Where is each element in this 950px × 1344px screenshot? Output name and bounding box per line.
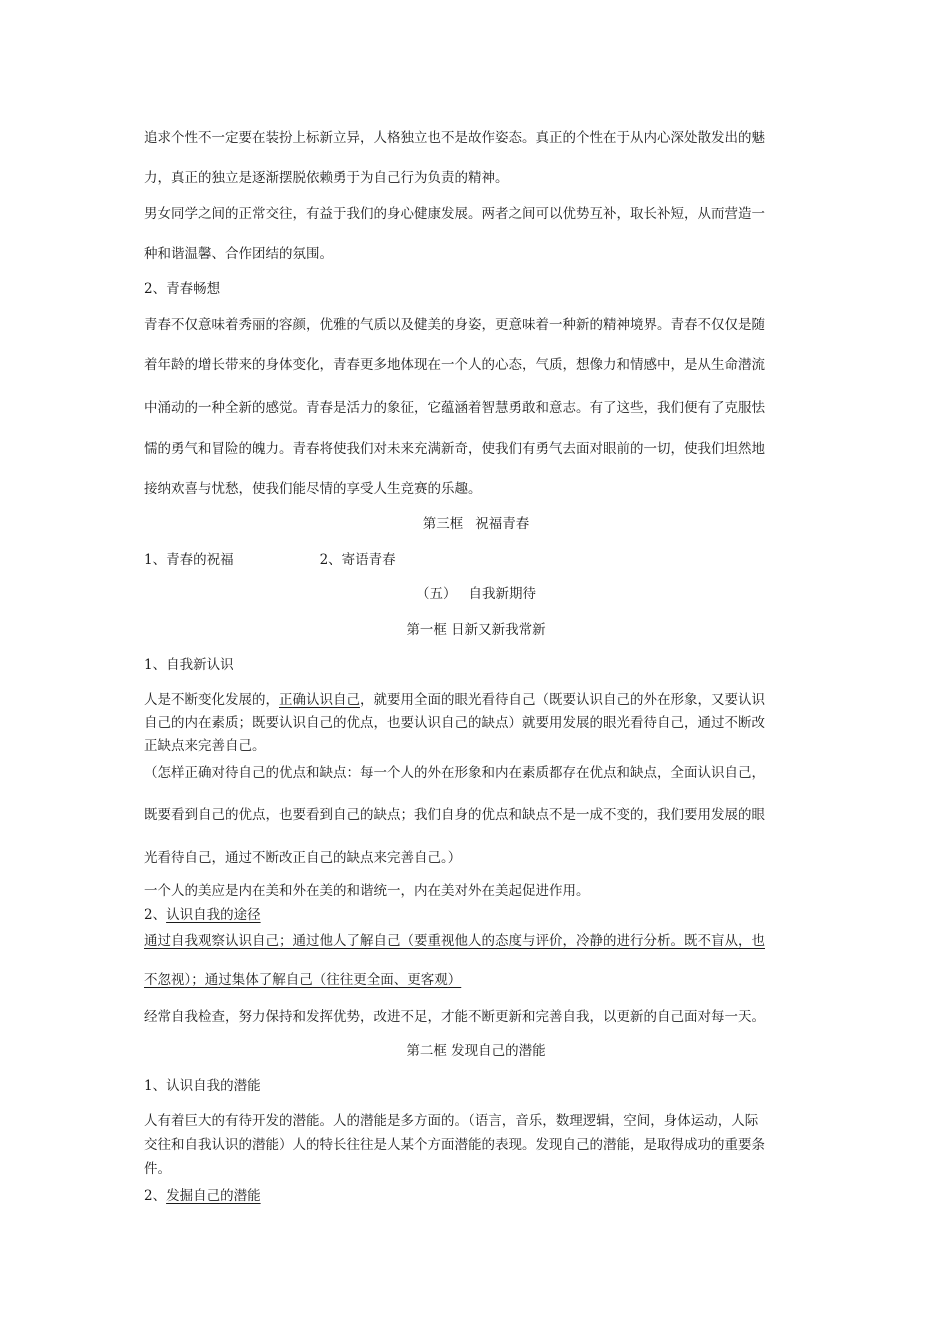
underlined-text: 正确认识自己 xyxy=(279,692,360,708)
paragraph-line: 既要看到自己的优点，也要看到自己的缺点；我们自身的优点和缺点不是一成不变的，我们要用发展的眼 xyxy=(144,807,765,823)
paragraph-line: 男女同学之间的正常交往，有益于我们的身心健康发展。两者之间可以优势互补，取长补短，从而营造一 xyxy=(144,206,765,222)
paragraph-line: 青春不仅意味着秀丽的容颜，优雅的气质以及健美的身姿，更意味着一种新的精神境界。青春不仅仅是随 xyxy=(144,317,765,333)
paragraph-line: 正缺点来完善自己。 xyxy=(144,738,266,754)
frame-title: 第一框 日新又新我常新 xyxy=(406,622,546,638)
paragraph-line: 懦的勇气和冒险的魄力。青春将使我们对未来充满新奇，使我们有勇气去面对眼前的一切，使我们坦然地 xyxy=(144,441,765,457)
two-column-line xyxy=(144,551,808,569)
frame-title: 第三框 祝福青春 xyxy=(422,516,530,532)
paragraph-line: 人是不断变化发展的，正确认识自己，就要用全面的眼光看待自己（既要认识自己的外在形象，又要认识 xyxy=(144,692,765,708)
underlined-text: 认识自我的途径 xyxy=(166,907,261,923)
underlined-paragraph-line: 不忽视）；通过集体了解自己（往往更全面、更客观） xyxy=(144,972,462,988)
section-heading: 2、青春畅想 xyxy=(144,281,221,297)
paragraph-line: 交往和自我认识的潜能）人的特长往往是人某个方面潜能的表现。发现自己的潜能，是取得成功的重要条 xyxy=(144,1137,765,1153)
paragraph-line: 种和谐温馨、合作团结的氛围。 xyxy=(144,246,333,262)
paragraph-line: 经常自我检查，努力保持和发挥优势，改进不足，才能不断更新和完善自我，以更新的自己面对每一天。 xyxy=(144,1009,765,1025)
section-heading: 2、发掘自己的潜能 xyxy=(144,1188,261,1204)
paragraph-line: 中涌动的一种全新的感觉。青春是活力的象征，它蕴涵着智慧勇敢和意志。有了这些，我们便有了克服怯 xyxy=(144,400,765,416)
paragraph-line: 接纳欢喜与忧愁，使我们能尽情的享受人生竞赛的乐趣。 xyxy=(144,481,482,497)
section-heading: 2、认识自我的途径 xyxy=(144,907,261,923)
section-heading: 1、自我新认识 xyxy=(144,657,234,673)
paragraph-line: 力，真正的独立是逐渐摆脱依赖勇于为自己行为负责的精神。 xyxy=(144,170,509,186)
paragraph-line: 人有着巨大的有待开发的潜能。人的潜能是多方面的。（语言，音乐，数理逻辑，空间，身体运动，人际 xyxy=(144,1113,759,1129)
section-heading: 1、认识自我的潜能 xyxy=(144,1078,261,1094)
list-item: 1、青春的祝福 xyxy=(144,552,234,568)
underlined-text: 发掘自己的潜能 xyxy=(166,1188,261,1204)
paragraph-line: 着年龄的增长带来的身体变化，青春更多地体现在一个人的心态，气质，想像力和情感中，是从生命潜流 xyxy=(144,357,765,373)
list-item: 2、寄语青春 xyxy=(319,552,396,568)
paragraph-line: 件。 xyxy=(144,1161,171,1177)
paragraph-line: 一个人的美应是内在美和外在美的和谐统一，内在美对外在美起促进作用。 xyxy=(144,883,590,899)
paragraph-line: 追求个性不一定要在装扮上标新立异，人格独立也不是故作姿态。真正的个性在于从内心深处散发出的魅 xyxy=(144,130,765,146)
frame-title: 第二框 发现自己的潜能 xyxy=(406,1043,546,1059)
paragraph-line: （怎样正确对待自己的优点和缺点：每一个人的外在形象和内在素质都存在优点和缺点，全面认识自己， xyxy=(144,765,765,781)
unit-title: （五） 自我新期待 xyxy=(416,586,536,602)
paragraph-line: 自己的内在素质；既要认识自己的优点，也要认识自己的缺点）就要用发展的眼光看待自己，通过不断改 xyxy=(144,715,765,731)
underlined-paragraph-line: 通过自我观察认识自己；通过他人了解自己（要重视他人的态度与评价，冷静的进行分析。既不盲从，也 xyxy=(144,933,765,949)
paragraph-line: 光看待自己，通过不断改正自己的缺点来完善自己。） xyxy=(144,850,462,866)
